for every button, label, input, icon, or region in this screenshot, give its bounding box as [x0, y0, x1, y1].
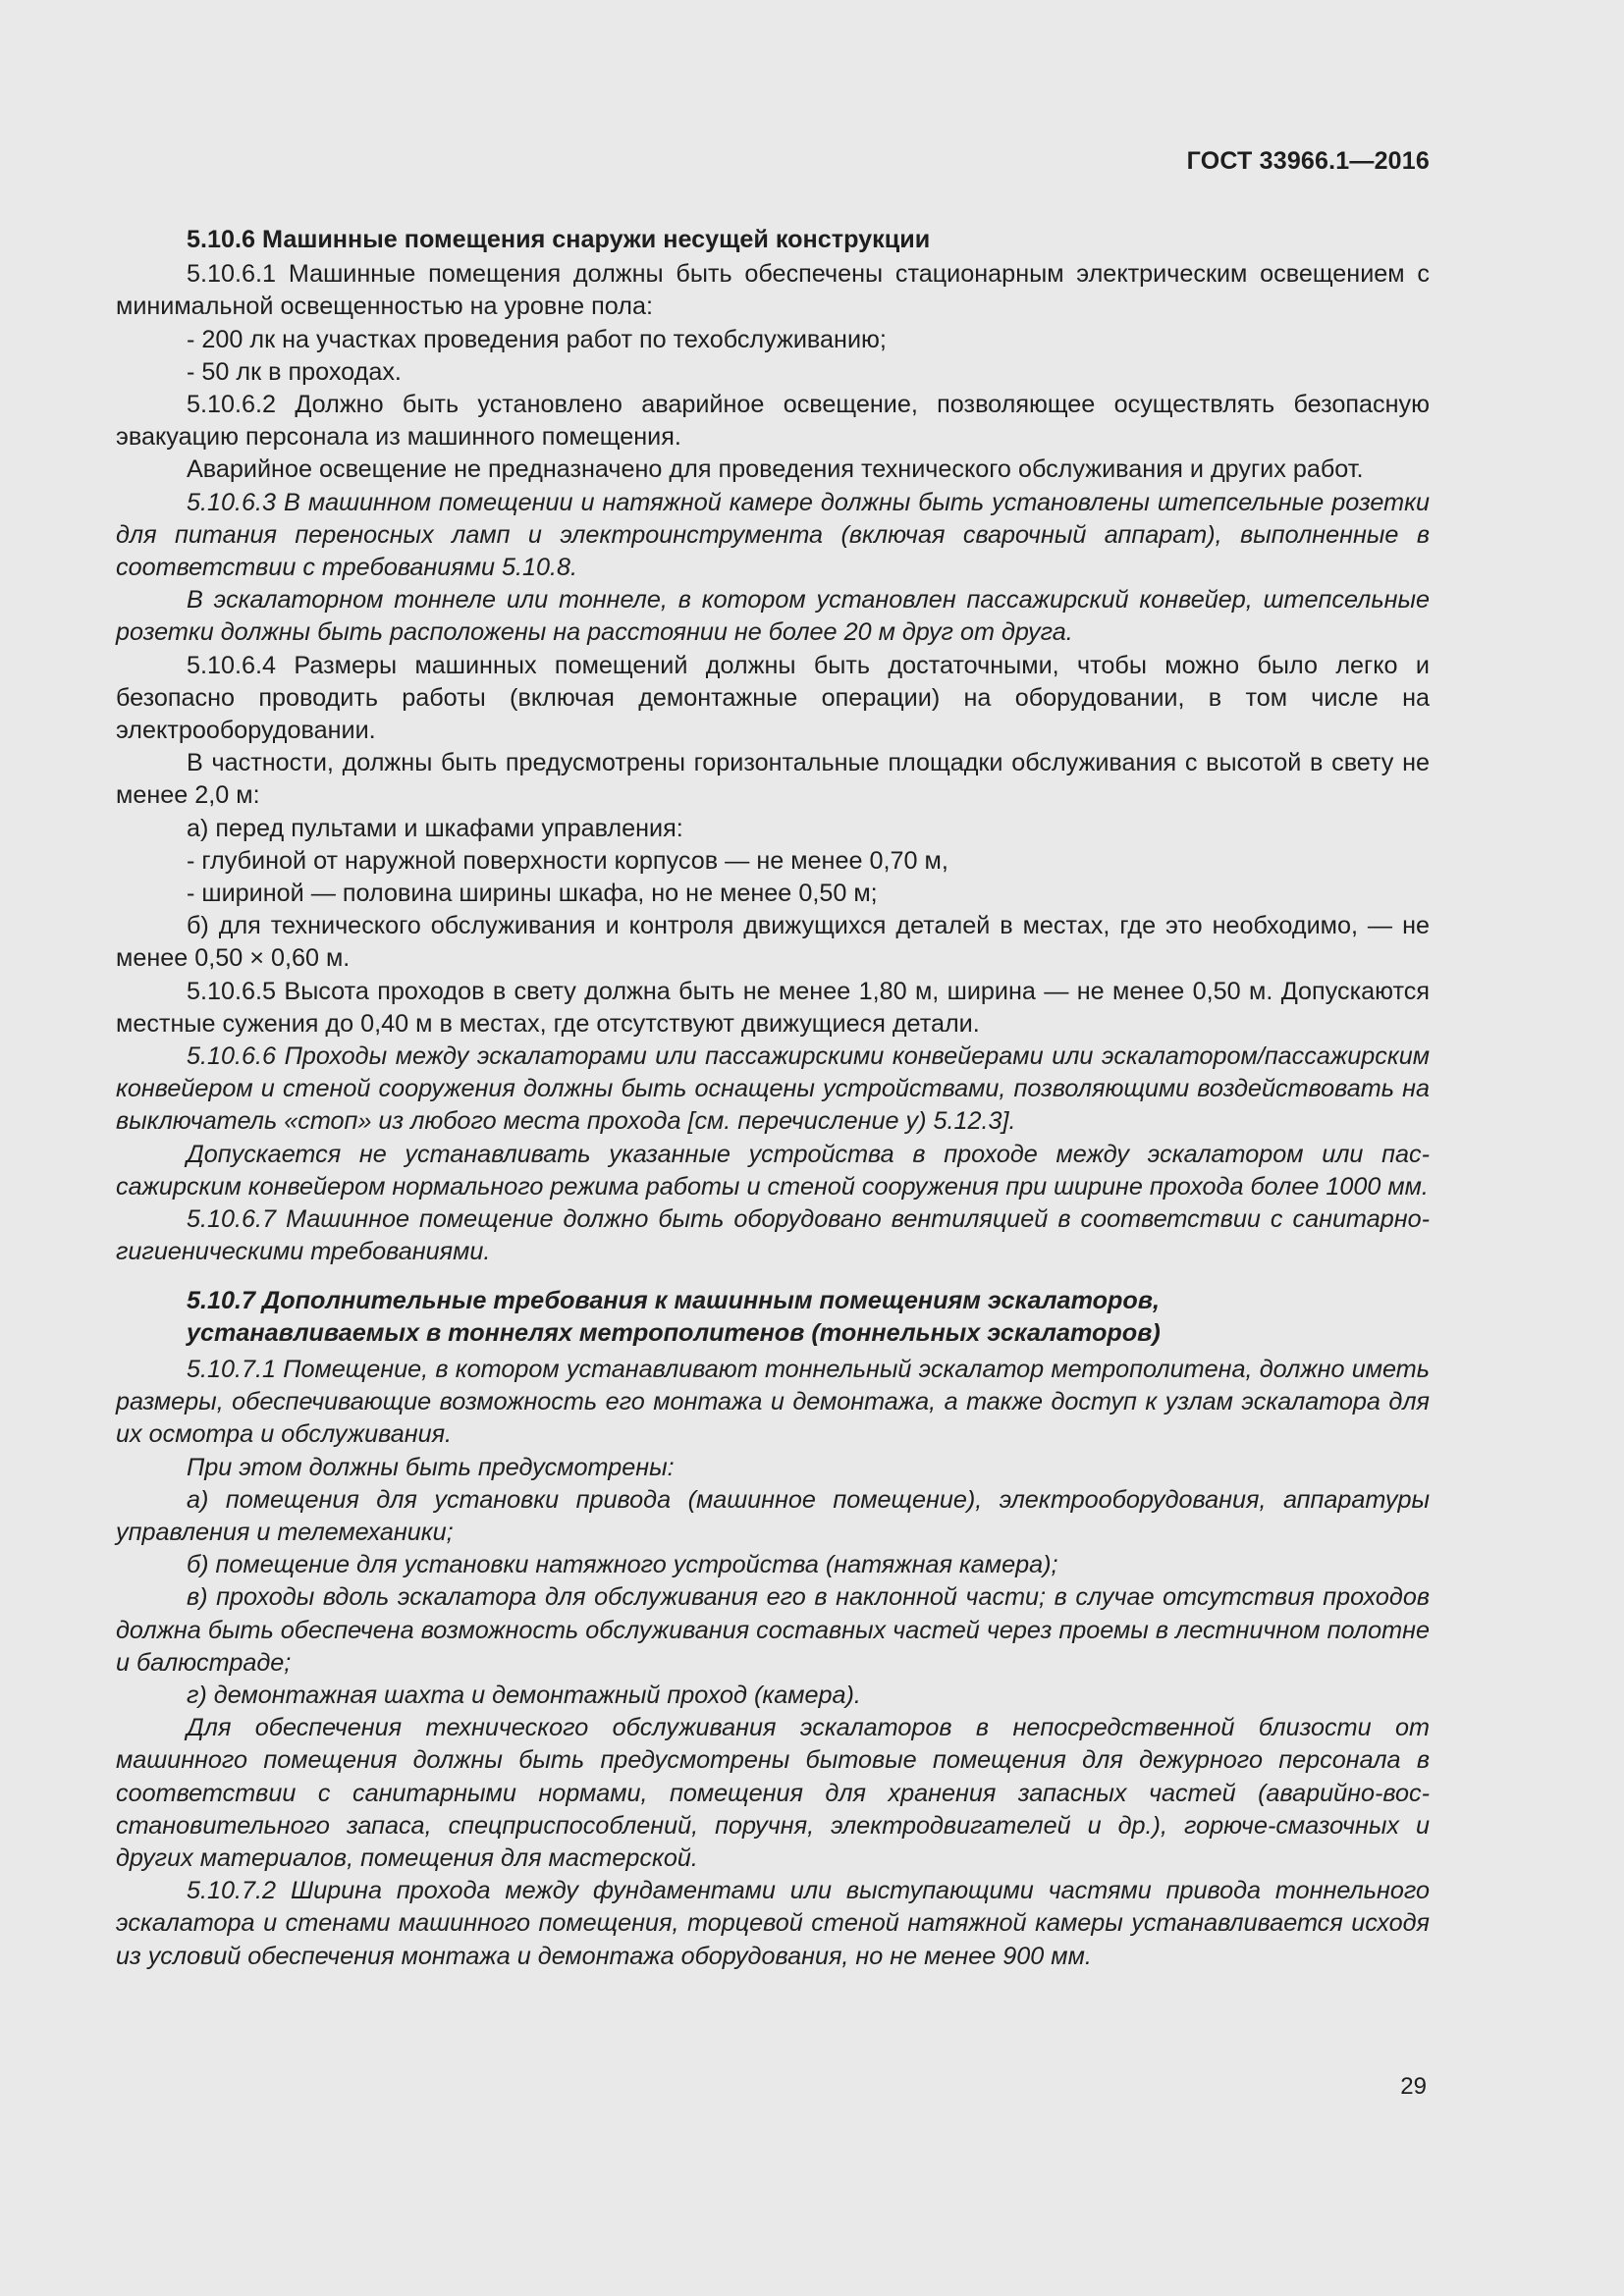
list-item: - 50 лк в проходах.	[187, 357, 402, 386]
list-item: в) проходы вдоль эскалатора для обслуживания его в наклонной части; в случае отсутствия проходов должна быть обеспечена возможность обслуживания составных частей через проемы в лестничном полотне и балюстраде;	[116, 1583, 1430, 1677]
paragraph: 5.10.6.7 Машинное помещение должно быть оборудовано вентиляцией в соответствии с санитарно-гигиеническими требованиями.	[116, 1205, 1430, 1266]
section-heading-5-10-6: 5.10.6 Машинные помещения снаружи несущей конструкции	[187, 226, 931, 253]
list-item: г) демонтажная шахта и демонтажный проход (камера).	[187, 1681, 861, 1709]
list-item: - 200 лк на участках проведения работ по техобслуживанию;	[187, 325, 887, 353]
page-content	[116, 224, 1430, 1973]
paragraph: 5.10.6.4 Размеры машинных помещений должны быть достаточными, чтобы можно было легко и безопасно проводить работы (включая демонтажные операции) на оборудовании, в том числе на электрооборудовании.	[116, 651, 1430, 745]
list-item: б) для технического обслуживания и контроля движущихся деталей в местах, где это необходимо, — не менее 0,50 × 0,60 м.	[116, 912, 1430, 973]
paragraph: В частности, должны быть предусмотрены горизонтальные площадки обслуживания с высотой в свету не менее 2,0 м:	[116, 749, 1430, 810]
paragraph: Для обеспечения технического обслуживания эскалаторов в непосредственной близости от машинного помещения должны быть предусмотрены бытовые помещения для дежурного персонала в соответствии с санитарными нормами, помещения для хранения запасных частей (аварийно-восстановительного запаса, спецприспособлений, поручня, электродвигателей и др.), горюче-смазочных и других материалов, помещения для мастерской.	[116, 1714, 1430, 1872]
paragraph: 5.10.6.6 Проходы между эскалаторами или пассажирскими конвейерами или эскалатором/пассажирским конвейером и стеной сооружения должны быть оснащены устройствами, позволяющими воздействовать на выключатель «стоп» из любого места прохода [см. перечисление у) 5.12.3].	[116, 1042, 1430, 1136]
section-heading-line: 5.10.7 Дополнительные требования к машинным помещениям эскалаторов,	[187, 1286, 1160, 1314]
list-item: - глубиной от наружной поверхности корпусов — не менее 0,70 м,	[187, 846, 948, 875]
paragraph: 5.10.7.2 Ширина прохода между фундаментами или выступающими частями привода тоннельного эскалатора и стенами машинного помещения, торцевой стеной натяжной камеры устанавливается исходя из условий обеспечения монтажа и демонтажа оборудования, но не менее 900 мм.	[116, 1877, 1430, 1970]
list-item: - шириной — половина ширины шкафа, но не менее 0,50 м;	[187, 880, 878, 908]
list-item: а) помещения для установки привода (машинное помещение), электрооборудования, аппаратуры управления и телемеханики;	[116, 1485, 1430, 1546]
paragraph: 5.10.7.1 Помещение, в котором устанавливают тоннельный эскалатор метрополитена, должно иметь размеры, обеспечивающие возможность его монтажа и демонтажа, а также доступ к узлам эскалатора для их осмотра и обслуживания.	[116, 1355, 1430, 1449]
list-item: а) перед пультами и шкафами управления:	[187, 814, 683, 842]
section-heading-line: устанавливаемых в тоннелях метрополитенов (тоннельных эскалаторов)	[187, 1318, 1161, 1347]
paragraph: 5.10.6.1 Машинные помещения должны быть обеспечены стационарным электрическим освещением с минимальной освещенностью на уровне пола:	[116, 260, 1430, 321]
paragraph: При этом должны быть предусмотрены:	[187, 1453, 675, 1481]
document-code: ГОСТ 33966.1—2016	[1186, 147, 1430, 175]
page-number: 29	[1400, 2073, 1427, 2100]
paragraph: В эскалаторном тоннеле или тоннеле, в котором установлен пассажирский конвейер, штепсельные розетки должны быть расположены на расстоянии не более 20 м друг от друга.	[116, 586, 1430, 647]
list-item: б) помещение для установки натяжного устройства (натяжная камера);	[187, 1551, 1058, 1579]
paragraph: Допускается не устанавливать указанные устройства в проходе между эскалатором или пассажирским конвейером нормального режима работы и стеной сооружения при ширине прохода более 1000 мм.	[116, 1140, 1430, 1201]
paragraph: 5.10.6.3 В машинном помещении и натяжной камере должны быть установлены штепсельные розетки для питания переносных ламп и электроинструмента (включая сварочный аппарат), выполненные в соответствии с требованиями 5.10.8.	[116, 488, 1430, 582]
section-heading-5-10-7	[116, 1285, 1430, 1350]
paragraph: Аварийное освещение не предназначено для проведения технического обслуживания и других работ.	[187, 455, 1364, 484]
paragraph: 5.10.6.2 Должно быть установлено аварийное освещение, позволяющее осуществлять безопасную эвакуацию персонала из машинного помещения.	[116, 391, 1430, 452]
paragraph: 5.10.6.5 Высота проходов в свету должна быть не менее 1,80 м, ширина — не менее 0,50 м. Допускаются местные сужения до 0,40 м в местах, где отсутствуют движущиеся детали.	[116, 977, 1430, 1038]
